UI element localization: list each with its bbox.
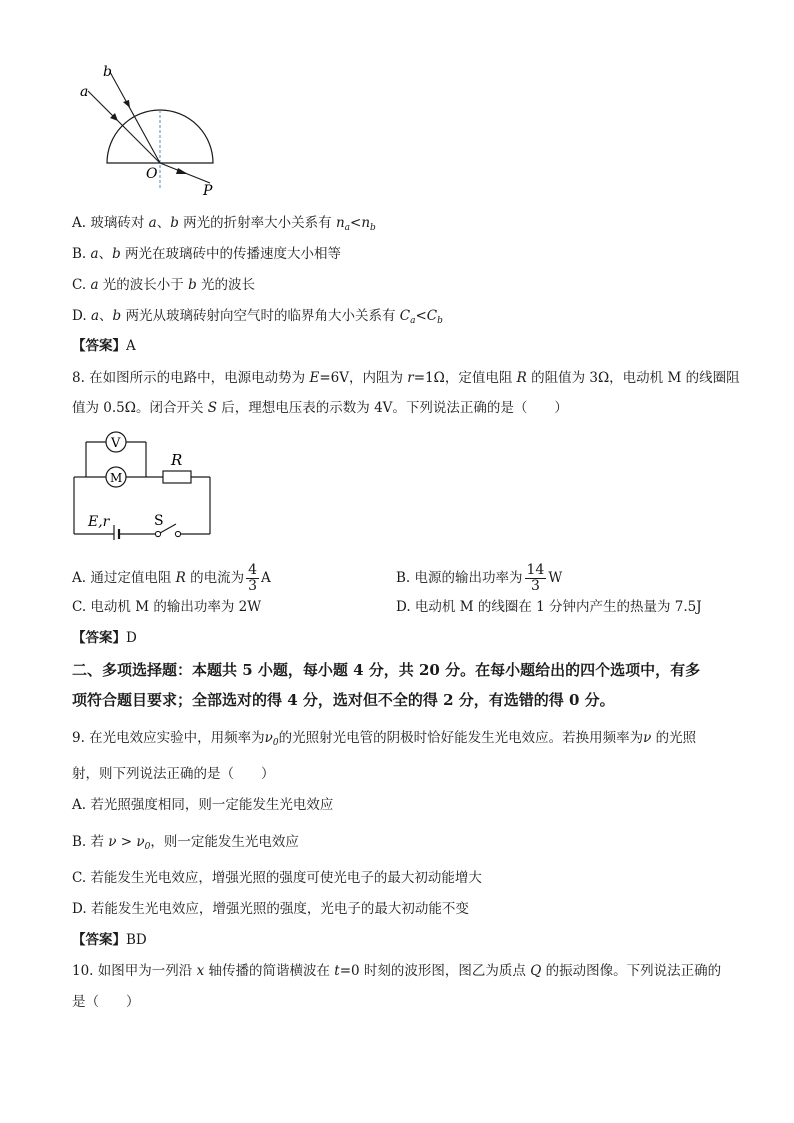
q9-option-a: A. 若光照强度相同，则一定能发生光电效应: [72, 797, 334, 813]
q8-stem-line1: 8. 在如图所示的电路中，电源电动势为 E=6V，内阻为 r=1Ω，定值电阻 R 的阻值为 3Ω，电动机 M 的线圈阻: [72, 370, 740, 386]
switch-label: S: [154, 513, 164, 529]
q9-option-b: B. 若 $\nu > \nu_0$，则一定能发生光电效应: [72, 834, 299, 852]
label-p: P: [203, 183, 213, 199]
battery-label: E,r: [88, 514, 110, 530]
q8-answer: 【答案】D: [72, 630, 137, 646]
ray-b: [110, 72, 160, 163]
q8-option-a: A. 通过定值电阻 R 的电流为 $\frac{4}{3}$ A: [72, 562, 271, 594]
label-a: a: [80, 84, 89, 100]
q9-stem-line1: 9. 在光电效应实验中，用频率为$\nu_0$的光照射光电管的阴极时恰好能发生光电效应。若换用频率为ν 的光照: [72, 730, 697, 748]
q9-option-d: D. 若能发生光电效应，增强光照的强度，光电子的最大初动能不变: [72, 901, 469, 917]
ray-op-arrow: [176, 168, 188, 174]
q9-option-c: C. 若能发生光电效应，增强光照的强度可使光电子的最大初动能增大: [72, 870, 482, 886]
q9-answer: 【答案】BD: [72, 932, 147, 948]
q7-option-a: A. 玻璃砖对 a、b 两光的折射率大小关系有 $n_a<n_b$: [72, 215, 376, 233]
q8-a-fraction: $\frac{4}{3}$: [248, 562, 258, 594]
switch-right-contact: [175, 531, 180, 536]
motor-label: M: [110, 471, 123, 485]
section-2-heading-line2: 项符合题目要求；全部选对的得 4 分，选对但不全的得 2 分，有选错的得 0 分。: [72, 691, 615, 709]
voltmeter-label: V: [111, 436, 121, 451]
q7-option-c: C. a 光的波长小于 b 光的波长: [72, 277, 256, 293]
q8-stem-line2: 值为 0.5Ω。闭合开关 S 后，理想电压表的示数为 4V。下列说法正确的是（ ）: [72, 400, 568, 416]
q8-option-b: B. 电源的输出功率为 $\frac{14}{3}$ W: [396, 562, 563, 594]
q10-stem-line2: 是（ ）: [72, 994, 140, 1010]
q7-answer: 【答案】A: [72, 338, 136, 354]
q7-option-b: B. a、b 两光在玻璃砖中的传播速度大小相等: [72, 246, 342, 262]
q9-stem-line2: 射，则下列说法正确的是（ ）: [72, 766, 275, 782]
q8-b-fraction: $\frac{14}{3}$: [526, 562, 545, 594]
q8-option-d: D. 电动机 M 的线圈在 1 分钟内产生的热量为 7.5J: [396, 599, 702, 615]
section-2-heading-line1: 二、多项选择题：本题共 5 小题，每小题 4 分，共 20 分。在每小题给出的四个选项中，有多: [72, 661, 701, 679]
q10-stem-line1: 10. 如图甲为一列沿 x 轴传播的简谐横波在 t=0 时刻的波形图，图乙为质点 Q 的振动图像。下列说法正确的: [72, 963, 722, 979]
resistor-label: R: [171, 451, 183, 469]
glass-brick-figure: [70, 60, 230, 200]
q7-option-d: D. a、b 两光从玻璃砖射向空气时的临界角大小关系有 $C_a<C_b$: [72, 308, 443, 326]
label-b: b: [103, 64, 112, 80]
resistor: [163, 471, 191, 483]
switch-left-contact: [155, 531, 160, 536]
ray-b-arrow: [123, 100, 130, 108]
label-o: O: [146, 166, 158, 182]
q8-option-c: C. 电动机 M 的输出功率为 2W: [72, 599, 262, 615]
circuit-figure: [70, 425, 215, 540]
